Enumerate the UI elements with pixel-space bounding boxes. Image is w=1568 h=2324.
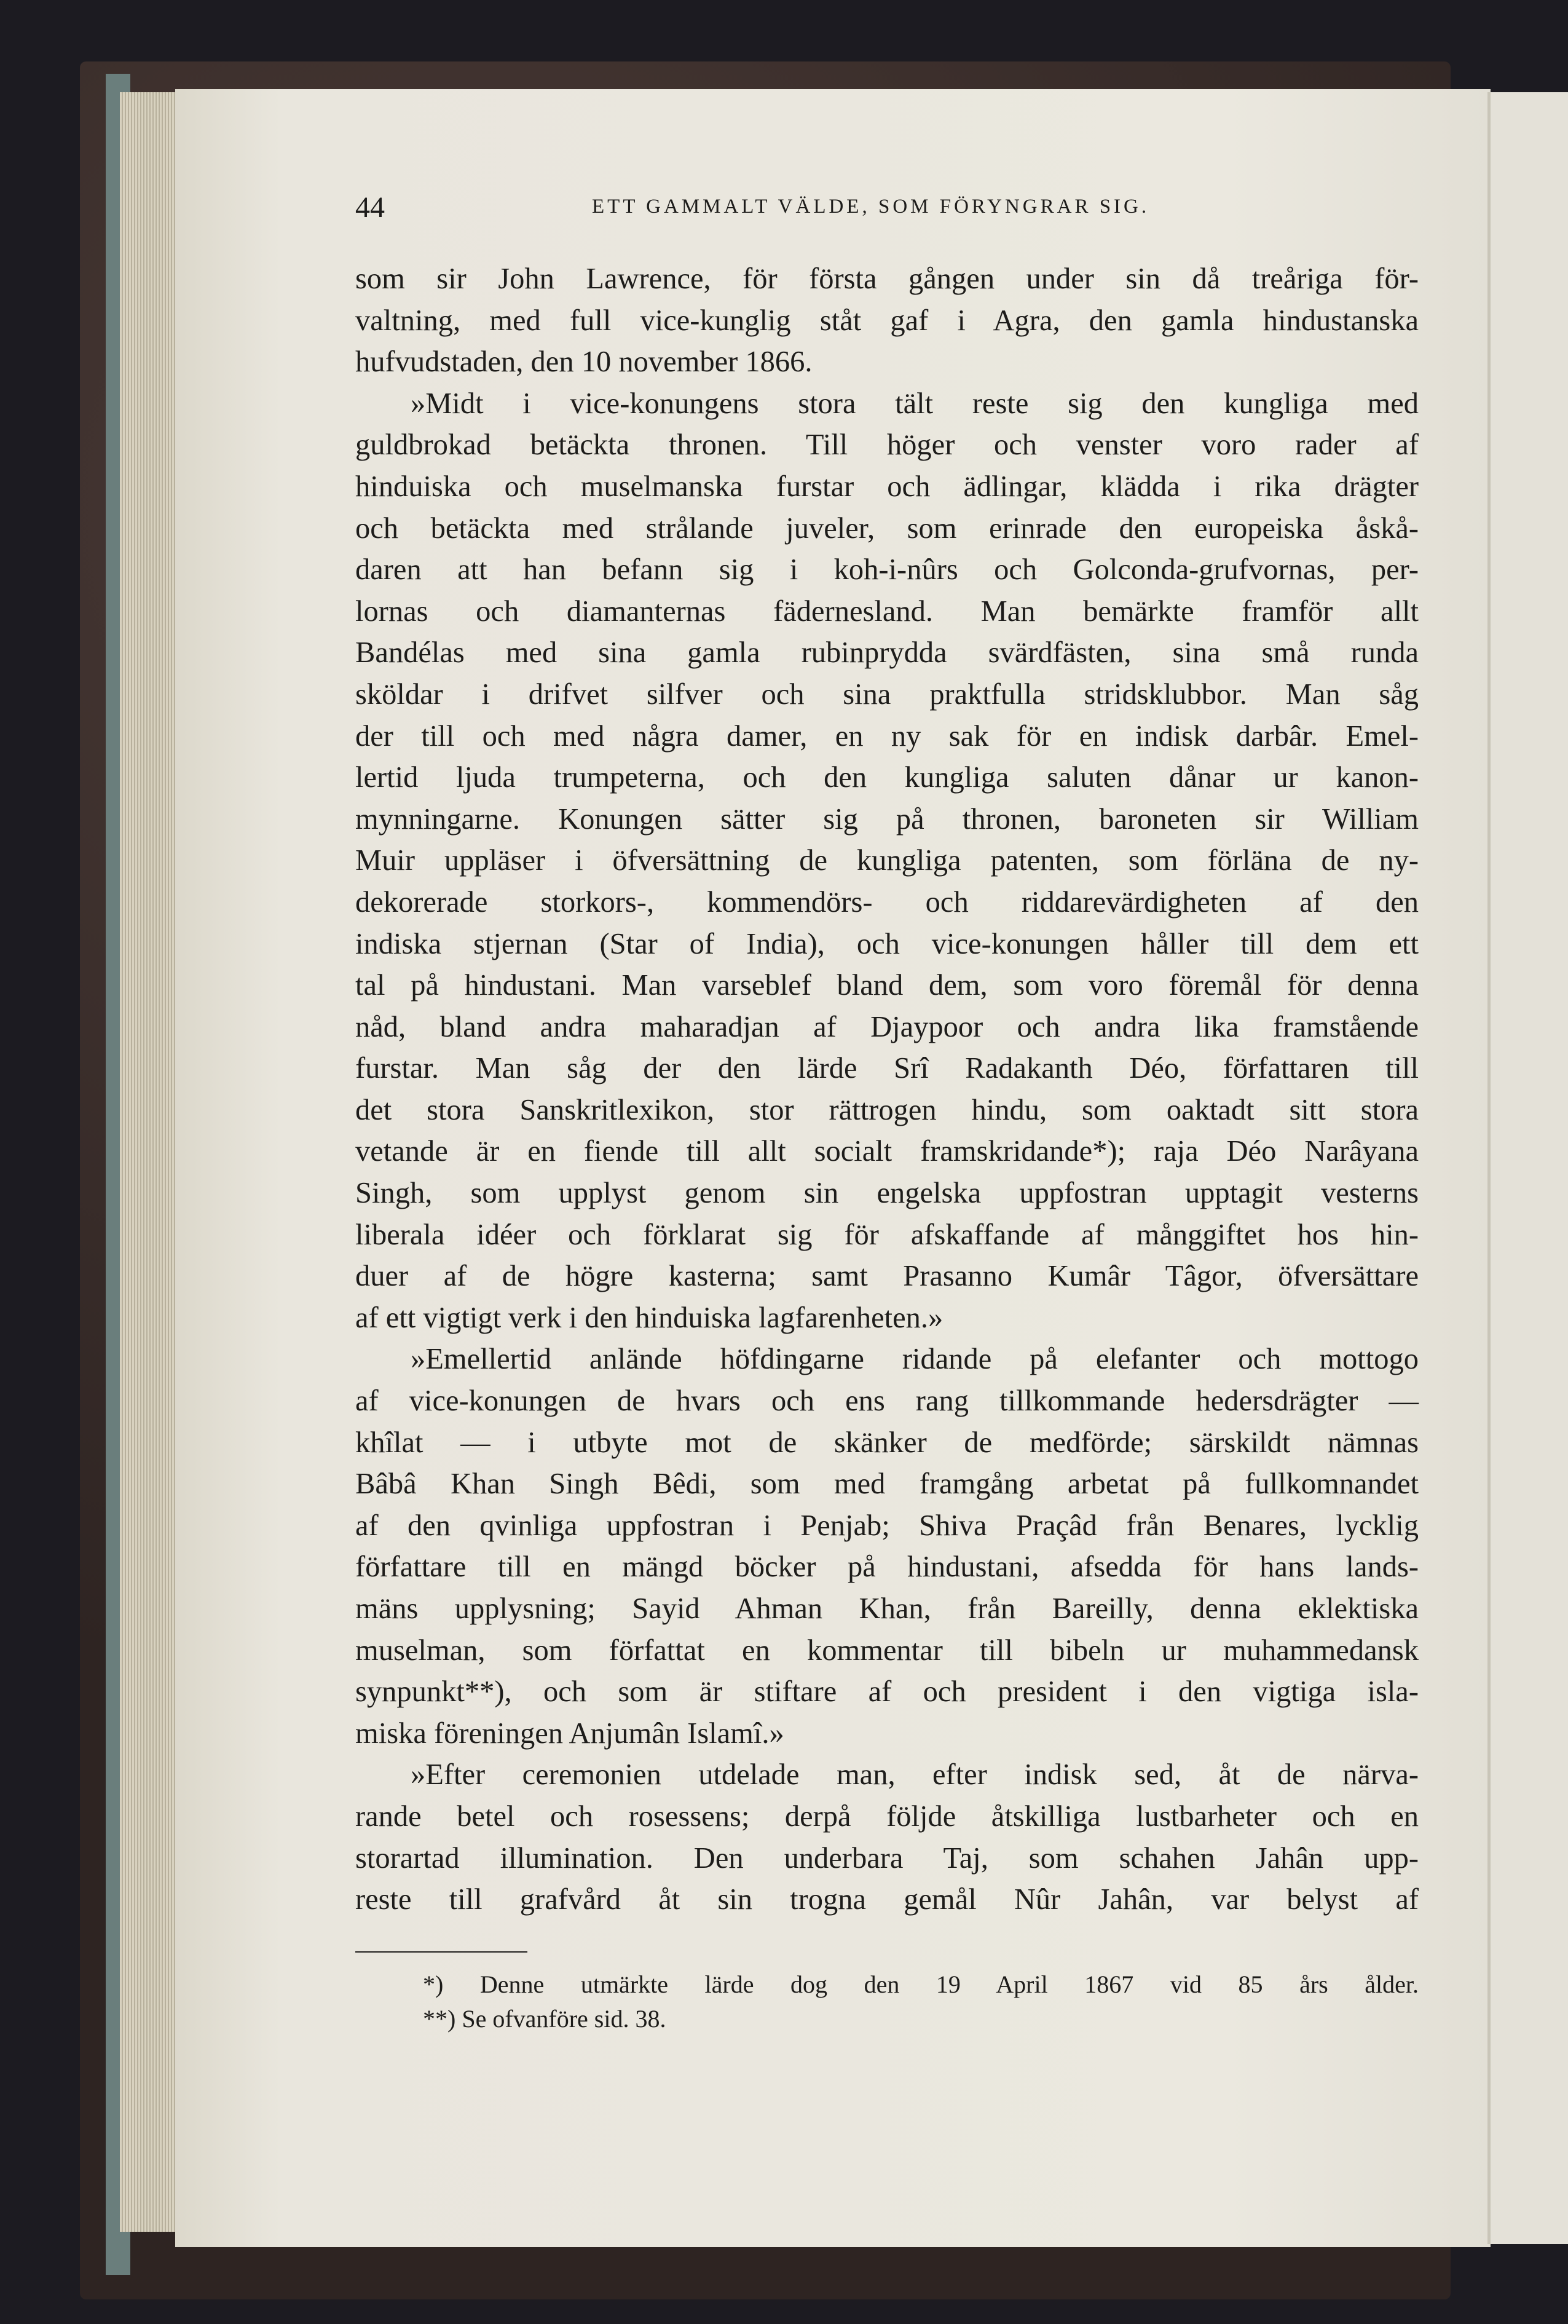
text-line: »Emellertid anlände höfdingarne ridande på elefanter och mottogo	[411, 1343, 1419, 1376]
body-text	[355, 258, 1419, 1921]
text-line: af den qvinliga uppfostran i Penjab; Shiva Praçâd från Benares, lycklig	[355, 1509, 1419, 1542]
text-line: Muir uppläser i öfversättning de kungliga patenten, som förläna de ny-	[355, 844, 1419, 877]
text-line: furstar. Man såg der den lärde Srî Radakanth Déo, författaren till	[355, 1052, 1419, 1085]
text-line: sköldar i drifvet silfver och sina praktfulla stridsklubbor. Man såg	[355, 678, 1419, 711]
footnote: *) Denne utmärkte lärde dog den 19 April 1867 vid 85 års ålder.	[423, 1970, 1419, 1998]
text-line: tal på hindustani. Man varseblef bland dem, som voro föremål för denna	[355, 969, 1419, 1002]
text-line: Bâbâ Khan Singh Bêdi, som med framgång arbetat på fullkomnandet	[355, 1468, 1419, 1501]
text-line: och betäckta med strålande juveler, som erinrade den europeiska åskå-	[355, 512, 1419, 545]
text-line: der till och med några damer, en ny sak för en indisk darbâr. Emel-	[355, 719, 1419, 753]
page-edges	[120, 92, 175, 2232]
text-line: duer af de högre kasterna; samt Prasanno Kumâr Tâgor, öfversättare	[355, 1260, 1419, 1293]
text-line: storartad illumination. Den underbara Taj, som schahen Jahân upp-	[355, 1841, 1419, 1875]
text-line: muselman, som författat en kommentar till bibeln ur muhammedansk	[355, 1634, 1419, 1667]
footnotes	[355, 1967, 1419, 2036]
text-line: af ett vigtigt verk i den hinduiska lagfarenheten.»	[355, 1301, 944, 1334]
text-line: rande betel och rosessens; derpå följde åtskilliga lustbarheter och en	[355, 1800, 1419, 1833]
text-line: reste till grafvård åt sin trogna gemål Nûr Jahân, var belyst af	[355, 1883, 1419, 1916]
text-line: Bandélas med sina gamla rubinprydda svärdfästen, sina små runda	[355, 636, 1419, 670]
page-number: 44	[355, 191, 385, 224]
text-line: »Efter ceremonien utdelade man, efter indisk sed, åt de närva-	[411, 1758, 1419, 1792]
text-line: dekorerade storkors-, kommendörs- och riddarevärdigheten af den	[355, 885, 1419, 919]
text-line: vetande är en fiende till allt socialt framskridande*); raja Déo Narâyana	[355, 1135, 1419, 1168]
text-line: författare till en mängd böcker på hindustani, afsedda för hans lands-	[355, 1551, 1419, 1584]
text-line: synpunkt**), och som är stiftare af och president i den vigtiga isla-	[355, 1675, 1419, 1709]
text-line: hinduiska och muselmanska furstar och ädlingar, klädda i rika drägter	[355, 470, 1419, 503]
text-line: daren att han befann sig i koh-i-nûrs och Golconda-grufvornas, per-	[355, 553, 1419, 587]
text-line: guldbrokad betäckta thronen. Till höger och venster voro rader af	[355, 429, 1419, 462]
text-line: mäns upplysning; Sayid Ahman Khan, från Bareilly, denna eklektiska	[355, 1592, 1419, 1625]
text-line: indiska stjernan (Star of India), och vice-konungen håller till dem ett	[355, 927, 1419, 960]
text-line: det stora Sanskritlexikon, stor rättrogen hindu, som oaktadt sitt stora	[355, 1093, 1419, 1126]
facing-page-edge	[1487, 92, 1568, 2244]
text-line: lertid ljuda trumpeterna, och den kungliga saluten dånar ur kanon-	[355, 761, 1419, 794]
footnote-rule	[355, 1951, 527, 1953]
text-line: hufvudstaden, den 10 november 1866.	[355, 346, 813, 379]
text-line: valtning, med full vice-kunglig ståt gaf i Agra, den gamla hindustanska	[355, 304, 1419, 337]
running-title: ETT GAMMALT VÄLDE, SOM FÖRYNGRAR SIG.	[592, 196, 1150, 218]
text-line: lornas och diamanternas fädernesland. Man bemärkte framför allt	[355, 595, 1419, 628]
text-line: som sir John Lawrence, för första gången under sin då treåriga för-	[355, 263, 1419, 295]
text-line: mynningarne. Konungen sätter sig på thronen, baroneten sir William	[355, 802, 1419, 836]
running-head	[355, 191, 1419, 227]
text-line: af vice-konungen de hvars och ens rang tillkommande hedersdrägter —	[355, 1385, 1419, 1418]
text-line: nåd, bland andra maharadjan af Djaypoor och andra lika framstående	[355, 1010, 1419, 1043]
footnote: **) Se ofvanföre sid. 38.	[423, 2005, 666, 2033]
text-line: Singh, som upplyst genom sin engelska uppfostran upptagit vesterns	[355, 1177, 1419, 1210]
text-line: miska föreningen Anjumân Islamî.»	[355, 1717, 784, 1750]
text-line: »Midt i vice-konungens stora tält reste sig den kungliga med	[411, 387, 1419, 420]
text-line: khîlat — i utbyte mot de skänker de medförde; särskildt nämnas	[355, 1426, 1419, 1459]
text-line: liberala idéer och förklarat sig för afskaffande af månggiftet hos hin-	[355, 1218, 1419, 1251]
